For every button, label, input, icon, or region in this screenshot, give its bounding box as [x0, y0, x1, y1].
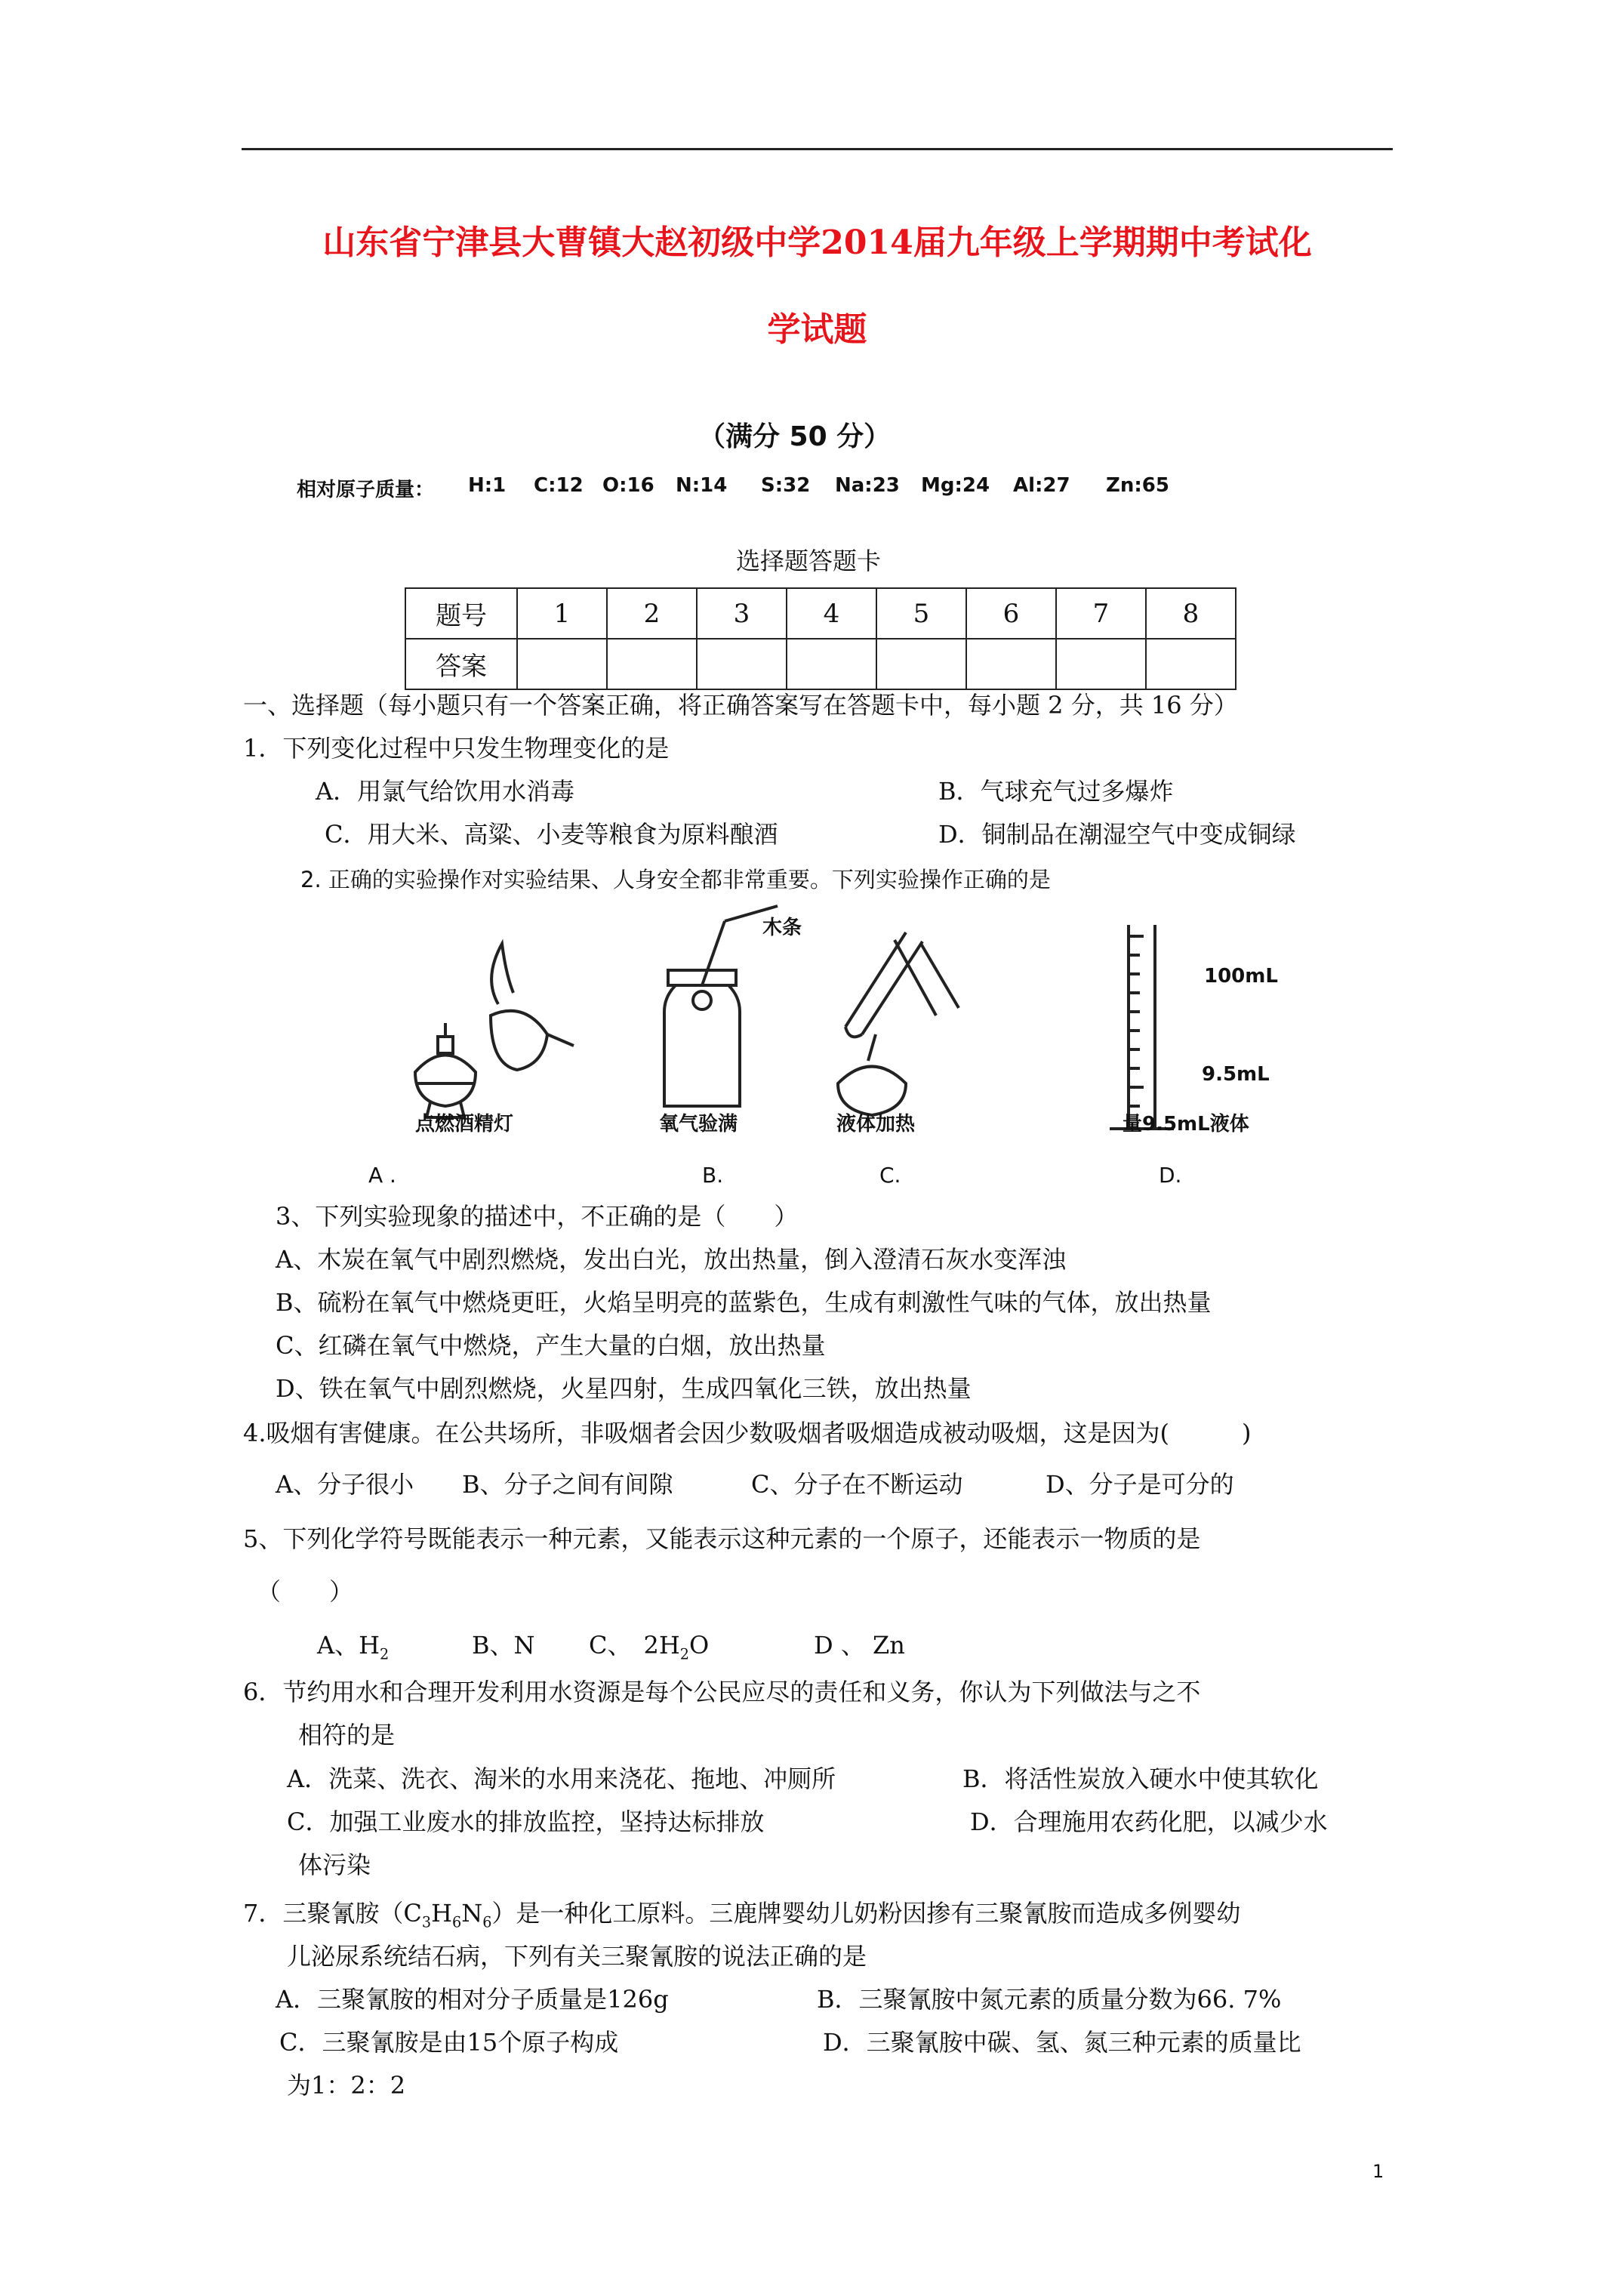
- mass-n: N:14: [676, 474, 728, 497]
- q2-letter-a: A .: [368, 1163, 396, 1188]
- answer-card-table: [405, 587, 1236, 690]
- mass-al: Al:27: [1013, 474, 1070, 497]
- graduated-cylinder-icon: [1110, 925, 1174, 1129]
- q4-option-c: C、分子在不断运动: [751, 1470, 963, 1499]
- answer-card-number-row: [405, 588, 1236, 639]
- answer-card-answer-row: [405, 639, 1236, 689]
- answer-cell-5[interactable]: [876, 639, 966, 689]
- q5-option-c: C、 $2H_2O$: [589, 1631, 710, 1663]
- q2-caption-a: 点燃酒精灯: [415, 1113, 514, 1136]
- q5-option-b: B、N: [472, 1631, 535, 1660]
- q5-answer-paren: （ ）: [257, 1577, 354, 1606]
- answer-cell-6[interactable]: [966, 639, 1056, 689]
- gas-bottle-icon: [664, 906, 778, 1106]
- q2-caption-b: 氧气验满: [659, 1113, 738, 1136]
- q6-option-d-line2: 体污染: [298, 1851, 371, 1879]
- answer-cell-3[interactable]: [697, 639, 787, 689]
- q7-option-b: B．三聚氰胺中氮元素的质量分数为66. 7%: [817, 1985, 1282, 2014]
- mass-c: C:12: [534, 474, 584, 497]
- q3-option-c: C、红磷在氧气中燃烧，产生大量的白烟，放出热量: [276, 1331, 826, 1360]
- q1-option-b: B．气球充气过多爆炸: [938, 777, 1174, 806]
- q7-option-d-line2: 为1：2：2: [287, 2071, 406, 2100]
- q4-stem: 4.吸烟有害健康。在公共场所，非吸烟者会因少数吸烟者吸烟造成被动吸烟，这是因为( ): [243, 1419, 1252, 1447]
- exam-title-line2: 学试题: [767, 310, 867, 349]
- q6-stem-line1: 6．节约用水和合理开发利用水资源是每个公民应尽的责任和义务，你认为下列做法与之不: [243, 1678, 1201, 1706]
- answer-card-caption: 选择题答题卡: [736, 547, 882, 575]
- q7-stem-line2: 儿泌尿系统结石病，下列有关三聚氰胺的说法正确的是: [287, 1942, 867, 1971]
- label-100ml: 100mL: [1204, 965, 1278, 988]
- tilted-lamp-icon: [491, 944, 574, 1070]
- q2-letter-b: B.: [702, 1163, 724, 1188]
- q6-stem-line2: 相符的是: [298, 1721, 396, 1749]
- q3-option-d: D、铁在氧气中剧烈燃烧，火星四射，生成四氧化三铁，放出热量: [276, 1374, 972, 1403]
- atomic-mass-line: [297, 474, 434, 502]
- label-wood-strip: 木条: [762, 917, 802, 939]
- answer-card-number: 5: [876, 588, 966, 639]
- answer-card-number: 3: [697, 588, 787, 639]
- q3-option-b: B、硫粉在氧气中燃烧更旺，火焰呈明亮的蓝紫色，生成有刺激性气味的气体，放出热量: [276, 1288, 1212, 1317]
- mass-o: O:16: [602, 474, 654, 497]
- answer-cell-7[interactable]: [1056, 639, 1146, 689]
- q5-option-a: A、$H_2$: [317, 1631, 390, 1663]
- label-9-5ml: 9.5mL: [1202, 1063, 1270, 1086]
- answer-card-row-header: 题号: [405, 588, 517, 639]
- q2-letter-d: D.: [1159, 1163, 1182, 1188]
- answer-cell-1[interactable]: [517, 639, 607, 689]
- q5-option-d: D 、 Zn: [814, 1631, 905, 1660]
- exam-title-line1: 山东省宁津县大曹镇大赵初级中学2014届九年级上学期期中考试化: [322, 223, 1312, 262]
- q2-caption-d: 量9.5mL液体: [1123, 1113, 1249, 1136]
- answer-card-number: 2: [607, 588, 697, 639]
- mass-h: H:1: [468, 474, 507, 497]
- q7-stem-line1: 7．三聚氰胺$(C_3H_6N_6)$是一种化工原料。三鹿牌婴幼儿奶粉因掺有三聚氰胺而造成多例婴幼: [243, 1899, 1241, 1931]
- q6-option-d-line1: D．合理施用农药化肥，以减少水: [970, 1808, 1328, 1836]
- q1-option-a: A．用氯气给饮用水消毒: [316, 777, 575, 806]
- section1-heading: 一、选择题（每小题只有一个答案正确，将正确答案写在答题卡中，每小题 2 分，共 16 分）: [243, 691, 1238, 720]
- q7-option-a: A．三聚氰胺的相对分子质量是126g: [276, 1985, 669, 2014]
- q7-option-d-line1: D．三聚氰胺中碳、氢、氮三种元素的质量比: [823, 2028, 1301, 2057]
- answer-cell-4[interactable]: [787, 639, 876, 689]
- header-rule: [242, 148, 1393, 150]
- mass-zn: Zn:65: [1106, 474, 1169, 497]
- answer-card-number: 6: [966, 588, 1056, 639]
- answer-card-number: 7: [1056, 588, 1146, 639]
- q3-option-a: A、木炭在氧气中剧烈燃烧，发出白光，放出热量，倒入澄清石灰水变浑浊: [276, 1245, 1067, 1274]
- q7-option-c: C．三聚氰胺是由15个原子构成: [279, 2028, 619, 2057]
- q6-option-b: B．将活性炭放入硬水中使其软化: [962, 1764, 1319, 1793]
- q1-option-c: C．用大米、高粱、小麦等粮食为原料酿酒: [325, 820, 778, 849]
- q2-letter-c: C.: [879, 1163, 901, 1188]
- mass-na: Na:23: [835, 474, 900, 497]
- q3-stem: 3、下列实验现象的描述中，不正确的是（ ）: [276, 1202, 799, 1231]
- q6-option-a: A．洗菜、洗衣、淘米的水用来浇花、拖地、冲厕所: [287, 1764, 836, 1793]
- q2-caption-c: 液体加热: [836, 1113, 916, 1136]
- answer-cell-2[interactable]: [607, 639, 697, 689]
- mass-mg: Mg:24: [921, 474, 990, 497]
- answer-card-row-header: 答案: [405, 639, 517, 689]
- q2-stem: 2. 正确的实验操作对实验结果、人身安全都非常重要。下列实验操作正确的是: [300, 867, 1051, 892]
- answer-card-number: 8: [1146, 588, 1236, 639]
- answer-card-number: 4: [787, 588, 876, 639]
- q4-option-a: A、分子很小: [276, 1470, 414, 1499]
- q1-stem: 1．下列变化过程中只发生物理变化的是: [243, 734, 670, 763]
- test-tube-heating-icon: [838, 932, 959, 1115]
- atomic-mass-label: 相对原子质量：: [297, 479, 435, 501]
- page-number: 1: [1372, 2161, 1384, 2182]
- full-score: （满分 50 分）: [698, 421, 892, 452]
- q4-option-d: D、分子是可分的: [1046, 1470, 1234, 1499]
- q6-option-c: C．加强工业废水的排放监控，坚持达标排放: [287, 1808, 765, 1836]
- q5-stem: 5、下列化学符号既能表示一种元素，又能表示这种元素的一个原子，还能表示一物质的是: [243, 1524, 1201, 1553]
- q1-option-d: D．铜制品在潮湿空气中变成铜绿: [938, 820, 1296, 849]
- alcohol-lamp-icon: [415, 1023, 476, 1117]
- q4-option-b: B、分子之间有间隙: [462, 1470, 673, 1499]
- mass-s: S:32: [761, 474, 811, 497]
- answer-cell-8[interactable]: [1146, 639, 1236, 689]
- answer-card-number: 1: [517, 588, 607, 639]
